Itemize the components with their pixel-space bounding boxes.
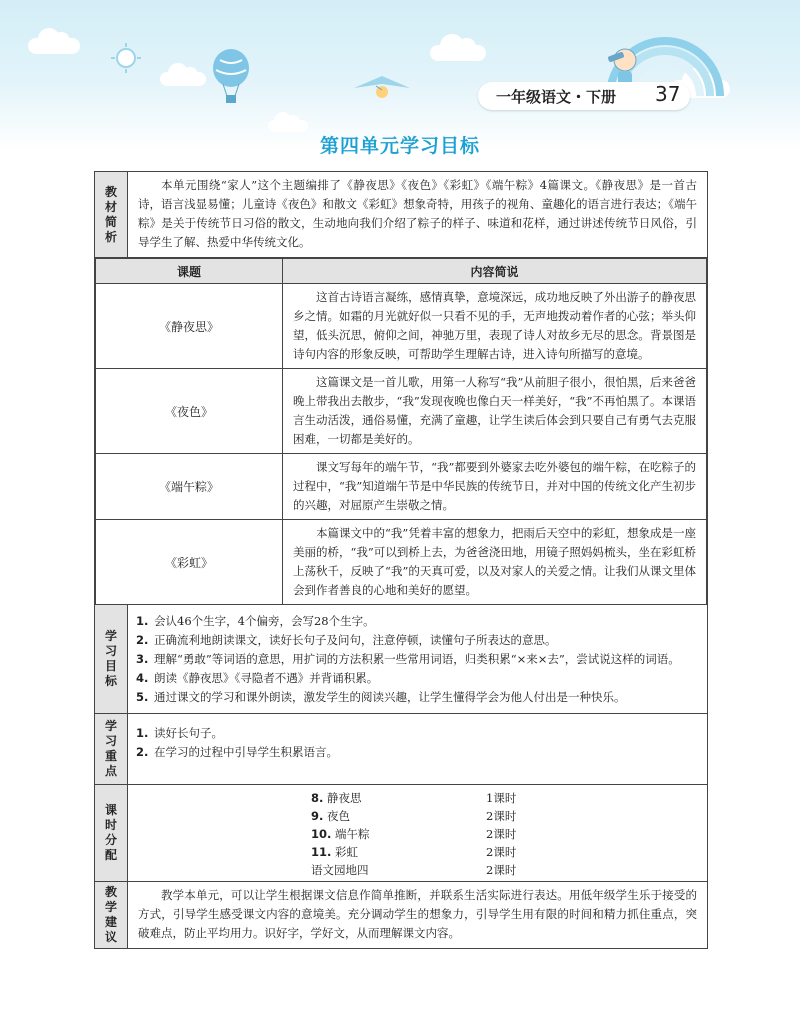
lessons-table [95,258,707,604]
table-row [96,369,707,454]
list-item: 4. 朗读《静夜思》《寻隐者不遇》并背诵积累。 [136,671,379,685]
cloud-decoration [28,38,80,54]
schedule-row: 11. 彩虹 2课时 [311,845,517,859]
section-teaching-advice [95,882,708,949]
learning-goals-list [128,605,707,713]
section-label: 课时分配 [95,785,128,882]
cloud-decoration [430,45,486,61]
glider-icon [352,70,412,106]
section-textbook-intro [95,172,708,258]
lesson-title: 《静夜思》 [96,284,283,369]
lesson-summary: 这篇课文是一首儿歌，用第一人称写“我”从前胆子很小，很怕黑，后来爸爸晚上带我出去散步，“我”发现夜晚也像白天一样美好，“我”不再怕黑了。本课语言生动活泼，通俗易懂，充满了童趣，让学生读后体会到只要自己有勇气去克服困难，一切都是美好的。 [283,369,707,454]
lessons-header-row [96,259,707,284]
section-label: 教材简析 [95,172,128,258]
schedule-row: 10. 端午粽 2课时 [311,827,517,841]
list-item: 5. 通过课文的学习和课外朗读，激发学生的阅读兴趣，让学生懂得学会为他人付出是一种快乐。 [136,690,626,704]
cloud-decoration [160,72,206,86]
lesson-title: 《端午粽》 [96,454,283,520]
lesson-summary: 本篇课文中的“我”凭着丰富的想象力，把雨后天空中的彩虹，想象成是一座美丽的桥，“我”可以到桥上去，为爸爸浇田地，用镜子照妈妈梳头，坐在彩虹桥上荡秋千，反映了“我”的天真可爱，以及对家人的关爱之情。让我们从课文里体会到作者善良的心地和美好的愿望。 [283,520,707,605]
lesson-summary: 课文写每年的端午节，“我”都要到外婆家去吃外婆包的端午粽，在吃粽子的过程中，“我”知道端午节是中华民族的传统节日，并对中国的传统文化产生初步的兴趣，对屈原产生崇敬之情。 [283,454,707,520]
column-header-title: 课题 [96,259,283,284]
hot-air-balloon-icon [208,48,254,106]
list-item: 1. 读好长句子。 [136,726,223,740]
section-label: 学习目标 [95,605,128,714]
teaching-advice-text: 教学本单元，可以让学生根据课文信息作简单推断，并联系生活实际进行表达。用低年级学生乐于接受的方式，引导学生感受课文内容的意境美。充分调动学生的想象力，引导学生用有限的时间和精力抓住重点，突破难点，防止平均用力。识好字，学好文，从而理解课文内容。 [138,888,697,940]
section-learning-goals [95,605,708,714]
schedule-list [128,785,707,881]
lesson-title: 《彩虹》 [96,520,283,605]
list-item: 2. 在学习的过程中引导学生积累语言。 [136,745,338,759]
unit-objectives-table [94,171,708,949]
schedule-row: 8. 静夜思 1课时 [311,791,517,805]
table-row [96,454,707,520]
grade-label: 一年级语文・下册 [496,88,617,106]
column-header-summary: 内容简说 [283,259,707,284]
section-label: 学习重点 [95,714,128,785]
page-title: 第四单元学习目标 [319,135,480,157]
section-key-points [95,714,708,785]
schedule-row: 语文园地四 2课时 [311,863,517,877]
table-row [96,520,707,605]
section-label: 教学建议 [95,882,128,949]
schedule-row: 9. 夜色 2课时 [311,809,517,823]
table-row [96,284,707,369]
section-lessons [95,258,708,605]
lesson-summary: 这首古诗语言凝练，感情真挚，意境深远，成功地反映了外出游子的静夜思乡之情。如霜的月光就好似一只看不见的手，无声地拨动着作者的心弦；举头仰望，低头沉思，俯仰之间，神驰万里，表现了诗人对故乡无尽的思念。背景图是诗句内容的形象反映，可帮助学生理解古诗，进入诗句所描写的意境。 [283,284,707,369]
section-schedule [95,785,708,882]
key-points-list [128,714,707,768]
textbook-intro-text: 本单元围绕“家人”这个主题编排了《静夜思》《夜色》《彩虹》《端午粽》4篇课文。《静夜思》是一首古诗，语言浅显易懂；儿童诗《夜色》和散文《彩虹》想象奇特，用孩子的视角、童趣化的语言进行表达；《端午粽》是关于传统节日习俗的散文，生动地向我们介绍了粽子的样子、味道和花样，通过讲述传统节日风俗，引导学生了解、热爱中华传统文化。 [138,178,697,249]
list-item: 2. 正确流利地朗读课文，读好长句子及问句，注意停顿，读懂句子所表达的意思。 [136,633,557,647]
page-number: 37 [655,82,681,106]
list-item: 1. 会认46个生字，4个偏旁，会写28个生字。 [136,614,375,628]
list-item: 3. 理解“勇敢”等词语的意思，用扩词的方法积累一些常用词语，归类积累“×来×去”，尝试说这样的词语。 [136,652,680,666]
sun-icon [110,42,142,74]
lesson-title: 《夜色》 [96,369,283,454]
